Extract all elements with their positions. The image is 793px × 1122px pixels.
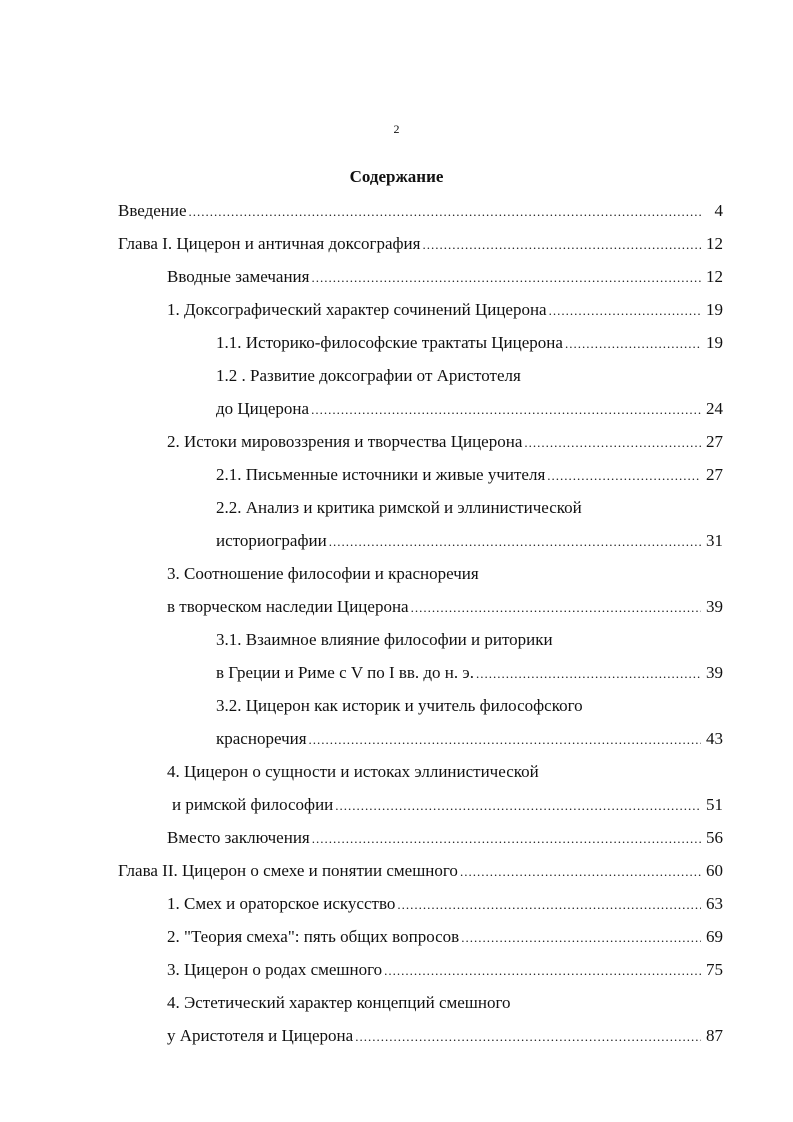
toc-entry-ch2-section-1 xyxy=(167,891,723,917)
toc-entry-label: 1.2 . Развитие доксографии от Аристотеля xyxy=(216,366,521,385)
toc-entry-introduction xyxy=(118,198,723,224)
dot-leader xyxy=(397,892,701,918)
toc-entry-page: 63 xyxy=(706,894,723,913)
toc-entry-chapter-2 xyxy=(118,858,723,884)
toc-entry-label: Глава II. Цицерон о смехе и понятии смешного xyxy=(118,861,458,880)
toc-entry-label: в Греции и Риме с V по I вв. до н. э. xyxy=(216,663,474,682)
toc-entry-page: 19 xyxy=(706,333,723,352)
toc-entry-page: 27 xyxy=(706,432,723,451)
dot-leader xyxy=(311,265,701,291)
dot-leader xyxy=(460,859,701,885)
dot-leader xyxy=(355,1024,701,1050)
toc-entry-label: 2. Истоки мировоззрения и творчества Цицерона xyxy=(167,432,523,451)
toc-entry-section-4-line-1 xyxy=(167,759,539,785)
toc-entry-page: 12 xyxy=(706,234,723,253)
toc-entry-section-3-1-line-2 xyxy=(216,660,723,686)
toc-entry-label: 2.1. Письменные источники и живые учителя xyxy=(216,465,546,484)
toc-entry-page: 75 xyxy=(706,960,723,979)
dot-leader xyxy=(476,661,701,687)
toc-entry-conclusion xyxy=(167,825,723,851)
toc-entry-label: 2.2. Анализ и критика римской и эллинистической xyxy=(216,498,582,517)
toc-entry-page: 51 xyxy=(706,795,723,814)
toc-entry-page: 39 xyxy=(706,663,723,682)
toc-entry-introductory-remarks xyxy=(167,264,723,290)
toc-entry-page: 56 xyxy=(706,828,723,847)
dot-leader xyxy=(422,232,701,258)
page-number: 2 xyxy=(393,122,400,136)
dot-leader xyxy=(565,331,701,357)
dot-leader xyxy=(329,529,701,555)
page-title: Содержание xyxy=(349,167,444,186)
dot-leader xyxy=(549,298,701,324)
toc-entry-label: 4. Эстетический характер концепций смешного xyxy=(167,993,511,1012)
toc-entry-label: и римской философии xyxy=(172,795,334,814)
toc-entry-label: в творческом наследии Цицерона xyxy=(167,597,409,616)
toc-entry-section-2-2-line-1 xyxy=(216,495,582,521)
toc-entry-ch2-section-3 xyxy=(167,957,723,983)
toc-entry-section-2 xyxy=(167,429,723,455)
dot-leader xyxy=(335,793,701,819)
toc-entry-page: 60 xyxy=(706,861,723,880)
toc-entry-label: 1.1. Историко-философские трактаты Цицерона xyxy=(216,333,563,352)
toc-entry-page: 4 xyxy=(714,201,723,220)
dot-leader xyxy=(524,430,701,456)
toc-entry-section-1 xyxy=(167,297,723,323)
toc-entry-section-3-1-line-1 xyxy=(216,627,553,653)
toc-entry-ch2-section-4-line-1 xyxy=(167,990,511,1016)
toc-entry-section-4-line-2 xyxy=(172,792,723,818)
toc-entry-label: до Цицерона xyxy=(216,399,310,418)
toc-entry-label: 1. Доксографический характер сочинений Цицерона xyxy=(167,300,547,319)
dot-leader xyxy=(384,958,701,984)
toc-entry-label: 4. Цицерон о сущности и истоках эллинистической xyxy=(167,762,539,781)
toc-entry-page: 31 xyxy=(706,531,723,550)
toc-entry-page: 19 xyxy=(706,300,723,319)
toc-entry-section-3-line-2 xyxy=(167,594,723,620)
toc-entry-label: 2. "Теория смеха": пять общих вопросов xyxy=(167,927,460,946)
toc-entry-page: 24 xyxy=(706,399,723,418)
toc-entry-section-2-2-line-2 xyxy=(216,528,723,554)
toc-entry-ch2-section-4-line-2 xyxy=(167,1023,723,1049)
toc-entry-page: 12 xyxy=(706,267,723,286)
toc-entry-page: 69 xyxy=(706,927,723,946)
toc-entry-label: 3. Соотношение философии и красноречия xyxy=(167,564,479,583)
toc-entry-page: 43 xyxy=(706,729,723,748)
toc-entry-section-2-1 xyxy=(216,462,723,488)
dot-leader xyxy=(189,199,701,225)
toc-entry-page: 39 xyxy=(706,597,723,616)
dot-leader xyxy=(547,463,701,489)
toc-entry-label: 3. Цицерон о родах смешного xyxy=(167,960,383,979)
toc-entry-section-3-2-line-2 xyxy=(216,726,723,752)
toc-entry-label: 3.1. Взаимное влияние философии и риторики xyxy=(216,630,553,649)
dot-leader xyxy=(309,727,701,753)
toc-entry-section-3-2-line-1 xyxy=(216,693,583,719)
toc-entry-page: 87 xyxy=(706,1026,723,1045)
dot-leader xyxy=(461,925,701,951)
toc-entry-ch2-section-2 xyxy=(167,924,723,950)
toc-entry-label: историографии xyxy=(216,531,327,550)
toc-entry-section-3-line-1 xyxy=(167,561,479,587)
toc-entry-label: 3.2. Цицерон как историк и учитель философского xyxy=(216,696,583,715)
toc-entry-label: красноречия xyxy=(216,729,307,748)
toc-entry-section-1-2-line-2 xyxy=(216,396,723,422)
toc-entry-chapter-1 xyxy=(118,231,723,257)
toc-entry-label: Вместо заключения xyxy=(167,828,310,847)
toc-entry-section-1-1 xyxy=(216,330,723,356)
toc-entry-label: Глава I. Цицерон и античная доксография xyxy=(118,234,421,253)
dot-leader xyxy=(411,595,701,621)
toc-entry-page: 27 xyxy=(706,465,723,484)
toc-entry-label: Вводные замечания xyxy=(167,267,310,286)
dot-leader xyxy=(312,826,701,852)
toc-entry-label: Введение xyxy=(118,201,187,220)
dot-leader xyxy=(311,397,701,423)
toc-entry-section-1-2-line-1 xyxy=(216,363,521,389)
toc-entry-label: 1. Смех и ораторское искусство xyxy=(167,894,396,913)
toc-entry-label: у Аристотеля и Цицерона xyxy=(167,1026,354,1045)
